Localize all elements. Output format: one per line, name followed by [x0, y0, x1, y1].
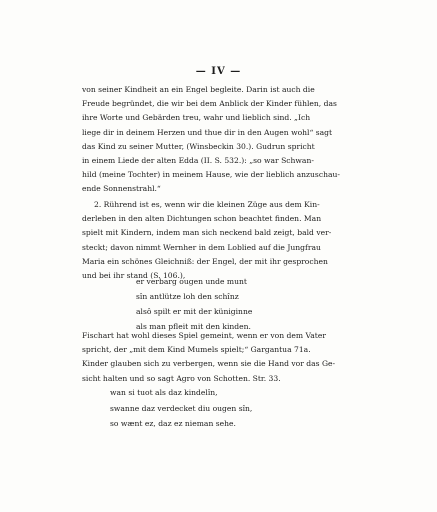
text-line: von seiner Kindheit an ein Engel begleite. Darin ist auch die: [82, 85, 315, 94]
text-line: Freude begründet, die wir bei dem Anblick der Kinder fühlen, das: [82, 99, 337, 109]
text-line: Fischart hat wohl dieses Spiel gemeint, wenn er von dem Vater: [82, 331, 326, 340]
text-line: Kinder glauben sich zu verbergen, wenn sie die Hand vor das Ge-: [82, 359, 336, 369]
text-line: spricht, der „mit dem Kind Mumels spielt;“ Gargantua 71a.: [82, 345, 311, 355]
text-line: Maria ein schönes Gleichniß: der Engel, der mit ihr gesprochen: [82, 256, 328, 266]
verse-quote-1: [136, 274, 252, 334]
text-line: liege dir in deinem Herzen und thue dir in den Augen wohl“ sagt: [82, 127, 333, 137]
text-line: sicht halten und so sagt Agro von Schotten. Str. 33.: [82, 373, 281, 383]
paragraph-1: [82, 83, 372, 197]
text-line: ende Sonnenstrahl.“: [82, 184, 161, 194]
text-line: steckt; davon nimmt Wernher in dem Loblied auf die Jungfrau: [82, 242, 321, 252]
verse-quote-2: [110, 385, 252, 432]
paragraph-3: [82, 329, 372, 386]
verse-line: als man pfleit mit den kinden.: [136, 322, 251, 331]
verse-line: alsô spilt er mit der küniginne: [136, 307, 253, 316]
text-line: das Kind zu seiner Mutter, (Winsbeckin 30.). Gudrun spricht: [82, 141, 315, 151]
verse-line: sîn antlütze loh den schînz: [136, 292, 239, 301]
verse-line: er verbarg ougen unde munt: [136, 277, 247, 286]
verse-line: swanne daz verdecket diu ougen sîn,: [110, 403, 253, 413]
text-line: spielt mit Kindern, indem man sich neckend bald zeigt, bald ver-: [82, 228, 332, 238]
text-line: derleben in den alten Dichtungen schon beachtet finden. Man: [82, 214, 322, 224]
verse-line: so wænt ez, daz ez nieman sehe.: [110, 419, 236, 428]
text-line: und bei ihr stand (S. 106.),: [82, 271, 186, 281]
text-line: 2. Rührend ist es, wenn wir die kleinen Züge aus dem Kin-: [94, 200, 320, 209]
text-line: ihre Worte und Gebärden treu, wahr und lieblich sind. „Ich: [82, 113, 311, 123]
verse-line: wan si tuot als daz kindelîn,: [110, 388, 218, 397]
paragraph-2: [82, 198, 372, 283]
text-line: in einem Liede der alten Edda (II. S. 532.): „so war Schwan-: [82, 156, 314, 166]
text-line: hild (meine Tochter) in meinem Hause, wie der lieblich anzuschau-: [82, 170, 340, 180]
page-number-header: — IV —: [195, 66, 242, 77]
